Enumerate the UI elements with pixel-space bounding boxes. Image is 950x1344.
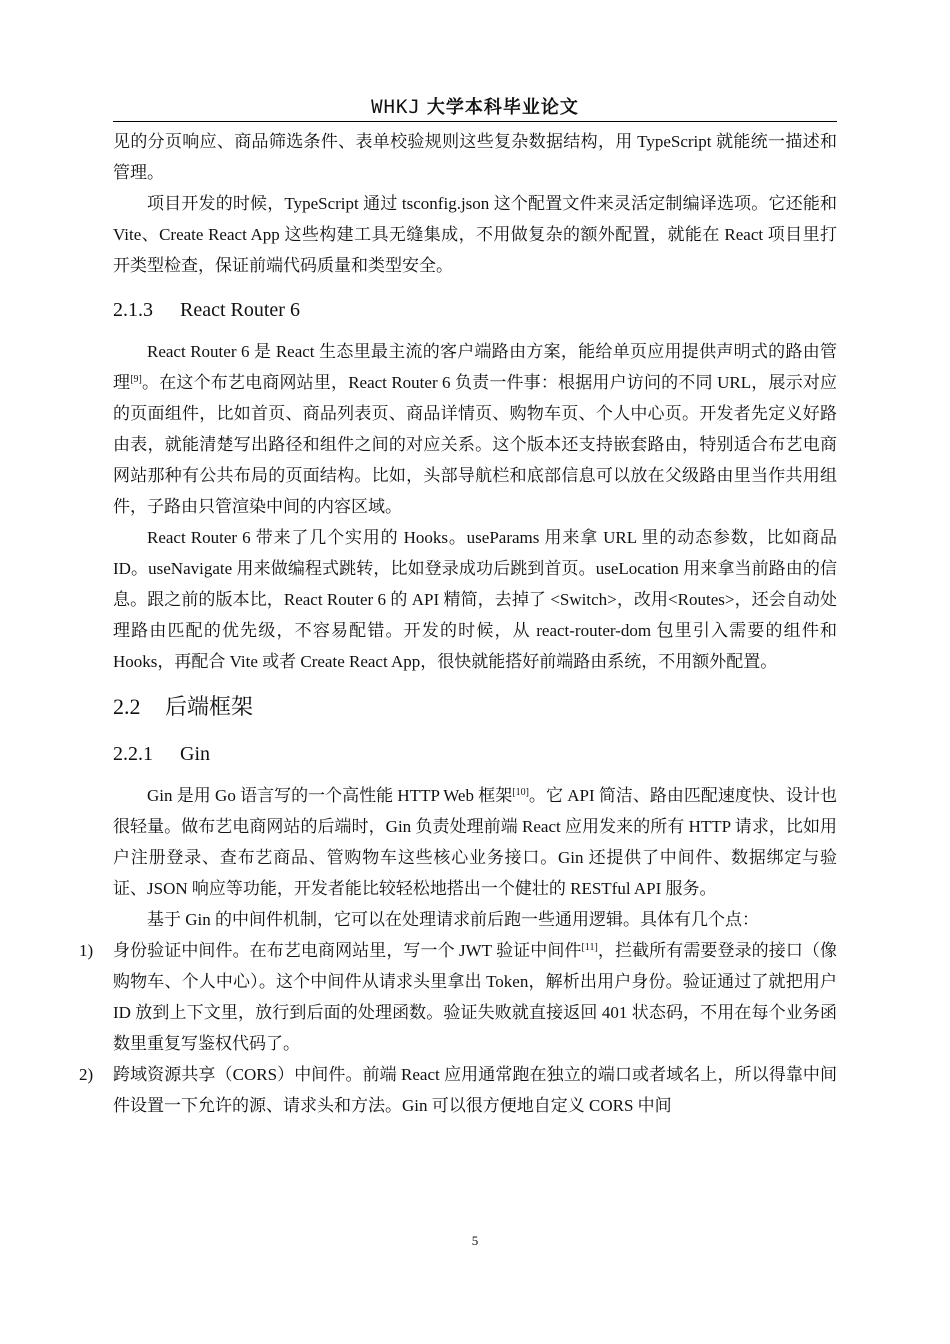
section-number: 2.2 bbox=[113, 694, 141, 719]
paragraph-text: Gin 是用 Go 语言写的一个高性能 HTTP Web 框架 bbox=[147, 786, 513, 805]
paragraph-text: React Router 6 是 React 生态里最主流的客户端路由方案，能给单页应用提供声明式的路由管理 bbox=[113, 342, 837, 392]
running-header bbox=[113, 96, 837, 122]
paragraph: 见的分页响应、商品筛选条件、表单校验规则这些复杂数据结构，用 TypeScript 就能统一描述和管理。 bbox=[113, 132, 837, 182]
page-number: 5 bbox=[471, 1233, 479, 1248]
list-item bbox=[79, 1059, 837, 1121]
list-marker: 1) bbox=[79, 941, 94, 960]
paragraph bbox=[113, 336, 837, 522]
section-heading-2-2-1 bbox=[113, 739, 837, 770]
paragraph bbox=[113, 780, 837, 904]
list-item bbox=[79, 935, 837, 1059]
header-school-code: WHKJ bbox=[371, 96, 421, 118]
paragraph: React Router 6 带来了几个实用的 Hooks。useParams 用来拿 URL 里的动态参数，比如商品 ID。useNavigate 用来做编程式跳转，比如登录成功后跳到首页。useLocation 用来拿当前路由的信息。跟之前的版本比，React Router 6 的 API 精简，去掉了 <Switch>，改用<Routes>，还会自动处理路由匹配的优先级，不容易配错。开发的时候，从 react-router-dom 包里引入需要的组件和 Hooks，再配合 Vite 或者 Create React App，很快就能搭好前端路由系统，不用额外配置。 bbox=[113, 528, 837, 671]
section-title: React Router 6 bbox=[180, 299, 300, 321]
paragraph-text: ，拦截所有需要登录的接口（像购物车、个人中心）。这个中间件从请求头里拿出 Token，解析出用户身份。验证通过了就把用户 ID 放到上下文里，放行到后面的处理函数。验证失败就直接返回 401 状态码，不用在每个业务函数里重复写鉴权代码了。 bbox=[113, 941, 837, 1053]
section-number: 2.2.1 bbox=[113, 743, 153, 765]
section-heading-2-1-3 bbox=[113, 295, 837, 326]
paragraph-text: 。在这个布艺电商网站里，React Router 6 负责一件事：根据用户访问的不同 URL，展示对应的页面组件，比如首页、商品列表页、商品详情页、购物车页、个人中心页。开发者先定义好路由表，就能清楚写出路径和组件之间的对应关系。这个版本还支持嵌套路由，特别适合布艺电商网站那种有公共布局的页面结构。比如，头部导航栏和底部信息可以放在父级路由里当作共用组件，子路由只管渲染中间的内容区域。 bbox=[113, 373, 838, 516]
citation-ref: [10] bbox=[512, 787, 529, 798]
citation-ref: [11] bbox=[581, 942, 598, 953]
header-rule bbox=[113, 121, 837, 122]
list-marker: 2) bbox=[79, 1065, 94, 1084]
list-item-text: 跨域资源共享（CORS）中间件。前端 React 应用通常跑在独立的端口或者域名上，所以得靠中间件设置一下允许的源、请求头和方法。Gin 可以很方便地自定义 CORS 中间 bbox=[113, 1065, 837, 1115]
body-content bbox=[79, 126, 838, 1121]
section-title: Gin bbox=[180, 743, 210, 765]
paragraph: 项目开发的时候，TypeScript 通过 tsconfig.json 这个配置文件来灵活定制编译选项。它还能和 Vite、Create React App 这些构建工具无缝集成，不用做复杂的额外配置，就能在 React 项目里打开类型检查，保证前端代码质量和类型安全。 bbox=[113, 194, 837, 275]
paragraph-text: 身份验证中间件。在布艺电商网站里，写一个 JWT 验证中间件 bbox=[113, 941, 582, 960]
section-number: 2.1.3 bbox=[113, 299, 153, 321]
section-title: 后端框架 bbox=[165, 695, 254, 720]
section-heading-2-2 bbox=[113, 691, 837, 723]
list-item-text bbox=[113, 935, 837, 1059]
paragraph-text: 。它 API 简洁、路由匹配速度快、设计也很轻量。做布艺电商网站的后端时，Gin 负责处理前端 React 应用发来的所有 HTTP 请求，比如用户注册登录、查布艺商品、管购物车这些核心业务接口。Gin 还提供了中间件、数据绑定与验证、JSON 响应等功能，开发者能比较轻松地搭出一个健壮的 RESTful API 服务。 bbox=[113, 786, 837, 898]
citation-ref: [9] bbox=[130, 374, 142, 385]
paragraph: 基于 Gin 的中间件机制，它可以在处理请求前后跑一些通用逻辑。具体有几个点： bbox=[147, 910, 759, 929]
header-thesis-title: 大学本科毕业论文 bbox=[426, 97, 579, 118]
